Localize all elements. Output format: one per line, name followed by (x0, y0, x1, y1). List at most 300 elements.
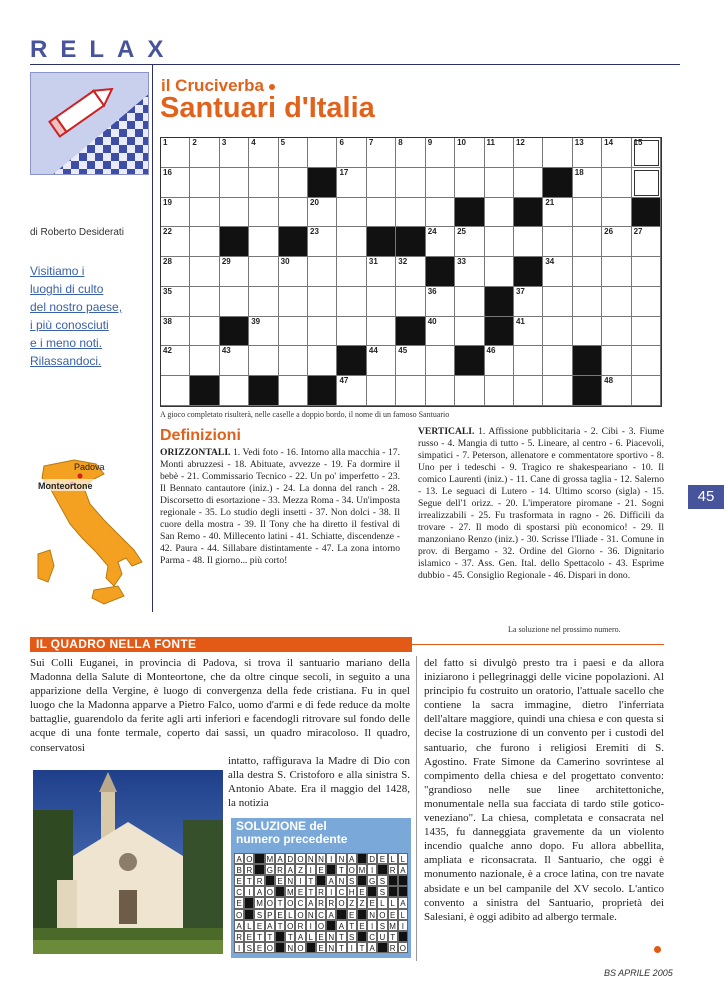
solution-black-cell (306, 942, 316, 953)
solution-cell: E (254, 920, 264, 931)
solution-cell: H (347, 886, 357, 897)
grid-cell[interactable] (249, 287, 278, 317)
grid-cell[interactable] (190, 227, 219, 257)
grid-cell[interactable] (279, 168, 308, 198)
grid-cell[interactable] (308, 346, 337, 376)
solution-cell: L (244, 920, 254, 931)
cell-number: 10 (457, 138, 467, 147)
cell-number: 41 (515, 316, 525, 326)
grid-cell[interactable] (543, 257, 572, 287)
grid-cell[interactable] (455, 317, 484, 347)
solution-cell: A (347, 853, 357, 864)
solution-cell: L (388, 897, 398, 908)
grid-cell[interactable] (455, 376, 484, 406)
solution-black-cell (377, 864, 387, 875)
grid-cell[interactable] (249, 138, 278, 168)
grid-cell[interactable] (543, 376, 572, 406)
grid-cell[interactable] (367, 168, 396, 198)
solution-cell: M (256, 899, 263, 909)
grid-cell[interactable] (602, 287, 631, 317)
grid-cell[interactable] (279, 257, 308, 287)
solution-cell: S (244, 942, 254, 953)
grid-cell[interactable] (396, 198, 425, 228)
grid-cell[interactable] (485, 168, 514, 198)
cell-number: 30 (280, 257, 290, 267)
solution-cell: E (316, 864, 326, 875)
grid-cell[interactable] (455, 138, 484, 168)
solution-black-cell (357, 909, 367, 920)
definitions-title: Definizioni (160, 427, 241, 444)
grid-cell[interactable] (455, 257, 484, 287)
solution-cell: A (398, 864, 408, 875)
solution-cell: T (306, 886, 316, 897)
solution-cell: A (367, 942, 377, 953)
grid-cell[interactable] (161, 317, 190, 347)
grid-cell[interactable] (367, 257, 396, 287)
solution-cell: A (326, 875, 336, 886)
grid-cell[interactable] (220, 376, 249, 406)
cell-number: 21 (545, 197, 555, 207)
grid-cell[interactable] (514, 346, 543, 376)
solution-cell: A (285, 864, 295, 875)
grid-black-cell (220, 227, 249, 257)
grid-cell[interactable] (426, 138, 455, 168)
crossword-grid[interactable] (160, 137, 662, 407)
solution-cell: O (287, 921, 294, 931)
grid-cell[interactable] (514, 227, 543, 257)
cell-number: 12 (515, 138, 525, 147)
solution-cell: C (316, 909, 326, 920)
solution-cell: E (357, 920, 367, 931)
grid-cell[interactable] (485, 346, 514, 376)
grid-cell[interactable] (161, 287, 190, 317)
solution-cell: I (244, 886, 254, 897)
grid-cell[interactable] (220, 198, 249, 228)
clues-text: 1. Affissione pubblicitaria - 2. Cibi - 3. Fiume russo - 4. Mangia di tutto - 5. Lineare, al centro - 6. Piacevoli, simpatici - 7. Peterson, allenatore e commentatore sportivo - 8. Uno per i tedeschi - 9. Tragico re shakespeariano - 10. Il comico Laurenti (iniz.) - 11. Cane di grossa taglia - 12. Salerno - 13. Le seguaci di Lutero - 14. Ultimo scorso (sigla) - 15. Segue dell'1 orizz. - 20. L'imperatore piromane - 21. Sogni irrealizzabili - 25. Fu trasformata in ragno - 26. Difficili da trovare - 27. Il modo di spostarsi più economico! - 29. Il manzoniano Renzo (iniz.) - 30. Scrisse l'Iliade - 31. Comune in prov. di Bergamo - 32. Ordine del Giorno - 36. Dignitario islamico - 37. Ass. Gen. Ital. dello Spettacolo - 43. Esprime dubbio - 45. Consiglio Regionale - 46. Dispari in dono. (418, 426, 664, 581)
grid-black-cell (543, 168, 572, 198)
solution-black-cell (336, 909, 346, 920)
grid-cell[interactable] (426, 227, 455, 257)
solution-cell: T (336, 864, 346, 875)
grid-cell[interactable] (190, 346, 219, 376)
cell-number: 39 (251, 316, 261, 326)
grid-cell[interactable] (426, 287, 455, 317)
grid-cell[interactable] (161, 376, 190, 406)
grid-cell[interactable] (573, 317, 602, 347)
grid-cell[interactable] (190, 287, 219, 317)
solution-cell: I (326, 853, 336, 864)
crossword-logo-illustration (30, 72, 149, 175)
solution-black-cell (377, 942, 387, 953)
grid-cell[interactable] (602, 346, 631, 376)
grid-cell[interactable] (279, 317, 308, 347)
grid-cell[interactable] (279, 287, 308, 317)
solution-cell: O (338, 899, 345, 909)
grid-cell[interactable] (308, 317, 337, 347)
solution-cell: O (297, 855, 304, 864)
solution-cell: S (347, 931, 357, 942)
clues-verticali (418, 426, 664, 582)
grid-cell[interactable] (485, 198, 514, 228)
solution-black-cell (275, 942, 285, 953)
grid-cell[interactable] (602, 138, 631, 168)
solution-cell: L (388, 853, 398, 864)
grid-cell[interactable] (514, 287, 543, 317)
solution-cell: T (244, 875, 254, 886)
grid-cell[interactable] (632, 317, 661, 347)
puzzle-subtitle-text: il Cruciverba (161, 76, 264, 95)
solution-cell: L (398, 853, 408, 864)
solution-cell: O (287, 899, 294, 909)
grid-cell[interactable] (190, 317, 219, 347)
solution-cell: E (254, 942, 264, 953)
grid-cell[interactable] (632, 227, 661, 257)
teaser-line: luoghi di culto (30, 282, 104, 296)
grid-cell[interactable] (543, 227, 572, 257)
solution-cell: E (275, 909, 285, 920)
solution-black-cell (244, 909, 254, 920)
grid-cell[interactable] (161, 168, 190, 198)
grid-cell[interactable] (455, 168, 484, 198)
grid-cell[interactable] (249, 168, 278, 198)
grid-cell[interactable] (249, 198, 278, 228)
cell-number: 15 (633, 138, 643, 147)
grid-cell[interactable] (455, 227, 484, 257)
solution-cell: E (367, 897, 377, 908)
clues-label: VERTICALI. (418, 426, 475, 437)
solution-cell: T (347, 920, 357, 931)
grid-cell[interactable] (308, 257, 337, 287)
grid-cell[interactable] (602, 317, 631, 347)
grid-cell[interactable] (426, 376, 455, 406)
teaser-line: e i meno noti. (30, 336, 103, 350)
solution-cell: M (286, 888, 294, 898)
solution-black-cell (254, 864, 264, 875)
solution-cell: T (388, 931, 398, 942)
clues-orizzontali (160, 447, 400, 567)
cell-number: 26 (604, 227, 614, 237)
grid-cell[interactable] (249, 227, 278, 257)
solution-cell: P (265, 909, 275, 920)
teaser-text (30, 262, 152, 370)
grid-cell[interactable] (396, 376, 425, 406)
grid-black-cell (308, 168, 337, 198)
solution-cell: N (336, 875, 346, 886)
solution-cell: I (367, 864, 377, 875)
grid-cell[interactable] (337, 168, 366, 198)
solution-cell: A (265, 920, 275, 931)
grid-cell[interactable] (337, 138, 366, 168)
grid-cell[interactable] (279, 198, 308, 228)
grid-cell[interactable] (220, 346, 249, 376)
grid-cell[interactable] (573, 198, 602, 228)
grid-cell[interactable] (337, 317, 366, 347)
grid-cell[interactable] (367, 317, 396, 347)
grid-cell[interactable] (573, 257, 602, 287)
cell-number: 43 (221, 346, 231, 356)
solution-cell: O (266, 899, 273, 909)
solution-box-title (236, 820, 347, 846)
grid-cell[interactable] (220, 257, 249, 287)
grid-cell[interactable] (220, 287, 249, 317)
solution-cell: Z (347, 897, 357, 908)
solution-cell: R (316, 897, 326, 908)
solution-cell: T (336, 931, 346, 942)
solution-cell: N (306, 909, 316, 920)
grid-cell[interactable] (485, 227, 514, 257)
solution-cell: R (326, 897, 336, 908)
grid-cell[interactable] (337, 376, 366, 406)
grid-cell[interactable] (337, 257, 366, 287)
grid-cell[interactable] (308, 287, 337, 317)
grid-cell[interactable] (426, 168, 455, 198)
cell-number: 24 (427, 227, 437, 237)
grid-black-cell (367, 227, 396, 257)
grid-cell[interactable] (485, 376, 514, 406)
grid-cell[interactable] (543, 317, 572, 347)
grid-cell[interactable] (573, 227, 602, 257)
grid-cell[interactable] (543, 138, 572, 168)
grid-cell[interactable] (161, 257, 190, 287)
map-label-padova: Padova (74, 462, 105, 472)
grid-cell[interactable] (543, 198, 572, 228)
grid-cell[interactable] (279, 346, 308, 376)
grid-cell[interactable] (426, 317, 455, 347)
article-paragraph: del fatto si divulgò presto tra i paesi e da allora iniziarono i pellegrinaggi delle vicine popolazioni. Al principio fu costruito un oratorio, l'attuale sacello che contiene la sacra immagine, dietro l'inferriata dell'altare maggiore, quindi una chiesa e con questa si decise la costruzione di un convento per i custodi del santuario, che furono i religiosi Eremiti di S. Agostino. Frate Simone da Camerino sovrintese al compimento della chiesa e del progettato convento: "grandioso nelle sue linee architettoniche, monumentale nella sua facciata di tardo stile gotico-veneziano". La chiesa, completata e consacrata nel 1435, fu danneggiata gravemente da un violento incendio qualche anno dopo. Fu allora abbellita, ampliata e riconsacrata. Il Santuario, che oggi è monumento nazionale, è a croce latina, con tre navate absidate e un bel campanile del XV secolo. L'antico convento a sinistra del Santuario, proprietà dei Salesiani, è oggi adibito ad albergo termale. (424, 657, 664, 923)
grid-cell[interactable] (573, 168, 602, 198)
solution-cell: N (336, 853, 346, 864)
cell-number: 13 (574, 138, 584, 147)
solution-cell: T (306, 875, 316, 886)
grid-cell[interactable] (632, 168, 661, 198)
solution-cell: O (379, 910, 386, 920)
grid-cell[interactable] (161, 227, 190, 257)
solution-cell: Z (357, 897, 367, 908)
solution-cell: L (306, 931, 316, 942)
solution-cell: I (367, 920, 377, 931)
solution-cell: A (234, 920, 244, 931)
cell-number: 3 (221, 138, 227, 147)
grid-cell[interactable] (396, 138, 425, 168)
grid-black-cell (426, 257, 455, 287)
grid-cell[interactable] (602, 168, 631, 198)
article-paragraph: intatto, raffigurava la Madre di Dio con alla destra S. Cristoforo e alla sinistra S. Antonio Abate. Era il maggio del 1428, la notizia (228, 755, 410, 810)
solution-cell: E (377, 853, 387, 864)
sanctuary-photo (33, 770, 223, 954)
grid-cell[interactable] (573, 138, 602, 168)
solution-cell: T (275, 897, 285, 908)
solution-cell: N (285, 942, 295, 953)
solution-cell: E (275, 875, 285, 886)
author-byline: di Roberto Desiderati (30, 227, 124, 238)
solution-title-line: SOLUZIONE del (236, 819, 327, 833)
teaser-line: Rilassandoci. (30, 354, 102, 368)
solution-cell: I (306, 920, 316, 931)
grid-cell[interactable] (514, 317, 543, 347)
grid-cell[interactable] (190, 168, 219, 198)
solution-black-cell (357, 931, 367, 942)
solution-black-cell (326, 920, 336, 931)
grid-cell[interactable] (455, 287, 484, 317)
grid-cell[interactable] (337, 198, 366, 228)
grid-cell[interactable] (602, 227, 631, 257)
grid-cell[interactable] (367, 287, 396, 317)
cell-number: 37 (515, 286, 525, 296)
cell-number: 28 (163, 257, 172, 267)
solution-cell: R (244, 864, 254, 875)
grid-black-cell (573, 376, 602, 406)
solution-cell: A (306, 897, 316, 908)
cell-number: 2 (192, 138, 197, 147)
cell-number: 45 (398, 346, 408, 356)
column-divider (416, 656, 417, 961)
grid-cell[interactable] (308, 138, 337, 168)
grid-cell[interactable] (161, 346, 190, 376)
grid-cell[interactable] (514, 376, 543, 406)
solution-black-cell (357, 875, 367, 886)
solution-cell: T (254, 931, 264, 942)
solution-cell: E (388, 909, 398, 920)
solution-cell: I (347, 942, 357, 953)
solution-cell: G (266, 866, 273, 876)
solution-cell: N (285, 875, 295, 886)
grid-cell[interactable] (514, 168, 543, 198)
grid-cell[interactable] (396, 346, 425, 376)
grid-cell[interactable] (514, 138, 543, 168)
grid-black-cell (396, 227, 425, 257)
grid-cell[interactable] (396, 287, 425, 317)
solution-cell: O (348, 866, 355, 876)
grid-cell[interactable] (249, 317, 278, 347)
grid-cell[interactable] (249, 257, 278, 287)
grid-cell[interactable] (337, 227, 366, 257)
teaser-line: del nostro paese, (30, 300, 123, 314)
cell-number: 46 (486, 346, 496, 356)
solution-black-cell (367, 886, 377, 897)
grid-cell[interactable] (602, 376, 631, 406)
grid-cell[interactable] (632, 346, 661, 376)
solution-black-cell (326, 864, 336, 875)
solution-cell: L (285, 909, 295, 920)
cell-number: 14 (604, 138, 614, 147)
grid-cell[interactable] (632, 257, 661, 287)
grid-cell[interactable] (632, 287, 661, 317)
grid-cell[interactable] (543, 287, 572, 317)
solution-note: La soluzione nel prossimo numero. (508, 625, 621, 634)
solution-black-cell (398, 886, 408, 897)
solution-cell: G (369, 877, 376, 887)
cell-number: 25 (457, 227, 467, 237)
grid-black-cell (485, 317, 514, 347)
grid-cell[interactable] (573, 287, 602, 317)
grid-cell[interactable] (161, 198, 190, 228)
grid-cell[interactable] (367, 198, 396, 228)
grid-cell[interactable] (396, 257, 425, 287)
solution-cell: S (377, 920, 387, 931)
grid-cell[interactable] (308, 198, 337, 228)
solution-cell: A (254, 886, 264, 897)
grid-cell[interactable] (485, 138, 514, 168)
solution-cell: E (234, 897, 244, 908)
grid-cell[interactable] (190, 257, 219, 287)
solution-cell: T (265, 931, 275, 942)
solution-cell: R (388, 942, 398, 953)
grid-cell[interactable] (543, 346, 572, 376)
grid-cell[interactable] (367, 138, 396, 168)
grid-cell[interactable] (190, 198, 219, 228)
grid-cell[interactable] (249, 346, 278, 376)
grid-note: A gioco completato risulterà, nelle caselle a doppio bordo, il nome di un famoso Santuario (160, 410, 450, 419)
grid-cell[interactable] (426, 198, 455, 228)
grid-cell[interactable] (190, 138, 219, 168)
grid-cell[interactable] (220, 168, 249, 198)
grid-black-cell (190, 376, 219, 406)
grid-cell[interactable] (220, 138, 249, 168)
cell-number: 44 (368, 346, 378, 356)
grid-black-cell (220, 317, 249, 347)
grid-cell[interactable] (632, 376, 661, 406)
solution-cell: R (275, 864, 285, 875)
solution-cell: E (316, 931, 326, 942)
cell-number: 20 (310, 197, 319, 207)
grid-cell[interactable] (337, 287, 366, 317)
grid-black-cell (279, 227, 308, 257)
grid-cell[interactable] (426, 346, 455, 376)
solution-black-cell (275, 886, 285, 897)
grid-cell[interactable] (367, 376, 396, 406)
grid-black-cell (308, 376, 337, 406)
solution-cell: N (326, 942, 336, 953)
grid-cell[interactable] (632, 138, 661, 168)
solution-cell: E (295, 886, 305, 897)
grid-cell[interactable] (279, 138, 308, 168)
solution-title-line: numero precedente (236, 832, 348, 846)
cell-number: 27 (633, 227, 643, 237)
solution-cell: A (336, 920, 346, 931)
cell-number: 16 (163, 167, 172, 177)
cell-number: 6 (339, 138, 344, 147)
solution-cell: I (295, 875, 305, 886)
cell-number: 33 (457, 257, 467, 267)
solution-black-cell (254, 853, 264, 864)
solution-cell: S (377, 886, 387, 897)
grid-cell[interactable] (279, 376, 308, 406)
grid-cell[interactable] (602, 257, 631, 287)
solution-cell: A (326, 909, 336, 920)
grid-black-cell (455, 346, 484, 376)
solution-cell: L (377, 897, 387, 908)
solution-cell: B (234, 864, 244, 875)
grid-cell[interactable] (161, 138, 190, 168)
end-mark-dot-icon (654, 946, 661, 953)
header-rule (30, 64, 680, 65)
grid-cell[interactable] (602, 198, 631, 228)
cell-number: 38 (163, 316, 172, 326)
grid-cell[interactable] (396, 168, 425, 198)
column-rule (152, 64, 153, 612)
solution-cell: C (295, 897, 305, 908)
grid-cell[interactable] (367, 346, 396, 376)
solution-cell: E (347, 909, 357, 920)
page-number-tab: 45 (688, 485, 724, 509)
grid-cell[interactable] (308, 227, 337, 257)
solution-cell: A (234, 853, 244, 864)
solution-black-cell (388, 886, 398, 897)
solution-cell: T (336, 942, 346, 953)
cell-number: 40 (427, 316, 437, 326)
grid-cell[interactable] (485, 257, 514, 287)
solution-cell: A (275, 853, 285, 864)
